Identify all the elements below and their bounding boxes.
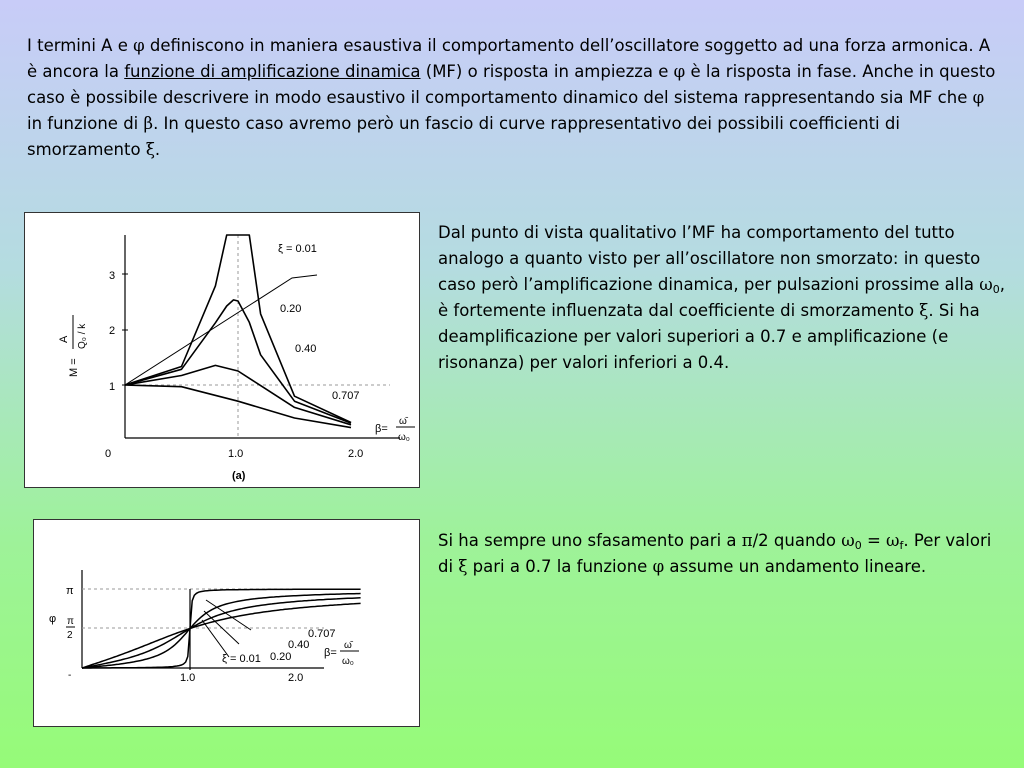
amplification-function-term: funzione di amplificazione dinamica xyxy=(124,62,421,81)
y-axis-label xyxy=(58,315,88,377)
xi-label: ξ = 0.01 xyxy=(278,243,317,255)
phase-chart xyxy=(34,520,419,726)
svg-text:π: π xyxy=(67,616,74,627)
xi-label: 0.707 xyxy=(308,628,336,640)
y-tick-label: 2 xyxy=(109,325,116,337)
amplification-description: Dal punto di vista qualitativo l’MF ha comportamento del tutto analogo a quanto visto per all’oscillatore non smorzato: in questo caso però l’amplificazione dinamica, per pulsazioni prossime alla $\omega_0$, è fortemente influenzata dal coefficiente di smorzamento ξ. Si ha deamplificazione per valori superiori a 0.7 e amplificazione (e risonanza) per valori inferiori a 0.4. xyxy=(438,223,1005,372)
y-tick-label: 3 xyxy=(109,270,116,282)
y-tick-label: π xyxy=(66,585,74,597)
svg-text:2: 2 xyxy=(67,630,73,641)
y-tick-label xyxy=(66,616,75,641)
xi-label: 0.40 xyxy=(295,343,317,355)
xi-label: 0.20 xyxy=(280,303,302,315)
y-axis-label: φ xyxy=(49,613,57,625)
svg-text:A: A xyxy=(58,335,70,343)
amplification-chart xyxy=(25,213,419,487)
x-axis-label xyxy=(375,416,415,443)
x-tick-label: 2.0 xyxy=(288,672,304,684)
x-tick-label: 1.0 xyxy=(228,448,244,460)
figure-caption: (a) xyxy=(232,470,246,482)
leader-line xyxy=(125,275,317,385)
svg-text:β=: β= xyxy=(324,647,337,659)
svg-text:ω̄: ω̄ xyxy=(399,416,407,427)
svg-text:β=: β= xyxy=(375,423,388,435)
xi-label: 0.20 xyxy=(270,651,292,663)
svg-text:ω₀: ω₀ xyxy=(342,656,354,667)
x-tick-label: 1.0 xyxy=(180,672,196,684)
y-tick-label: 1 xyxy=(109,381,116,393)
x-tick-label: 2.0 xyxy=(348,448,364,460)
svg-text:M =: M = xyxy=(68,358,80,377)
x-tick-label: 0 xyxy=(105,448,112,460)
xi-label: 0.707 xyxy=(332,390,360,402)
amplification-figure xyxy=(24,212,420,488)
intro-paragraph: I termini A e φ definiscono in maniera esaustiva il comportamento dell’oscillatore soggetto ad una forza armonica. A è ancora la funzione di amplificazione dinamica (MF) o risposta in ampiezza e φ è la risposta in fase. Anche in questo caso è possibile descrivere in modo esaustivo il comportamento dinamico del sistema rappresentando sia MF che φ in funzione di β. In questo caso avremo però un fascio di curve rappresentativo dei possibili coefficienti di smorzamento ξ. xyxy=(27,36,996,159)
svg-text:Q₀ / k: Q₀ / k xyxy=(77,323,88,349)
x-axis-label xyxy=(324,640,359,667)
phase-description: Si ha sempre uno sfasamento pari a π/2 quando $\omega_0 = \omega_f$. Per valori di ξ pari a 0.7 la funzione φ assume un andamento lineare. xyxy=(438,531,992,576)
svg-text:ω̄: ω̄ xyxy=(344,640,352,651)
phase-figure xyxy=(33,519,420,727)
svg-text:ω₀: ω₀ xyxy=(398,432,410,443)
axis-origin-mark: - xyxy=(68,670,72,681)
xi-label: ξ = 0.01 xyxy=(222,653,261,665)
curve-xi-0-01 xyxy=(125,235,351,423)
xi-label: 0.40 xyxy=(288,639,310,651)
